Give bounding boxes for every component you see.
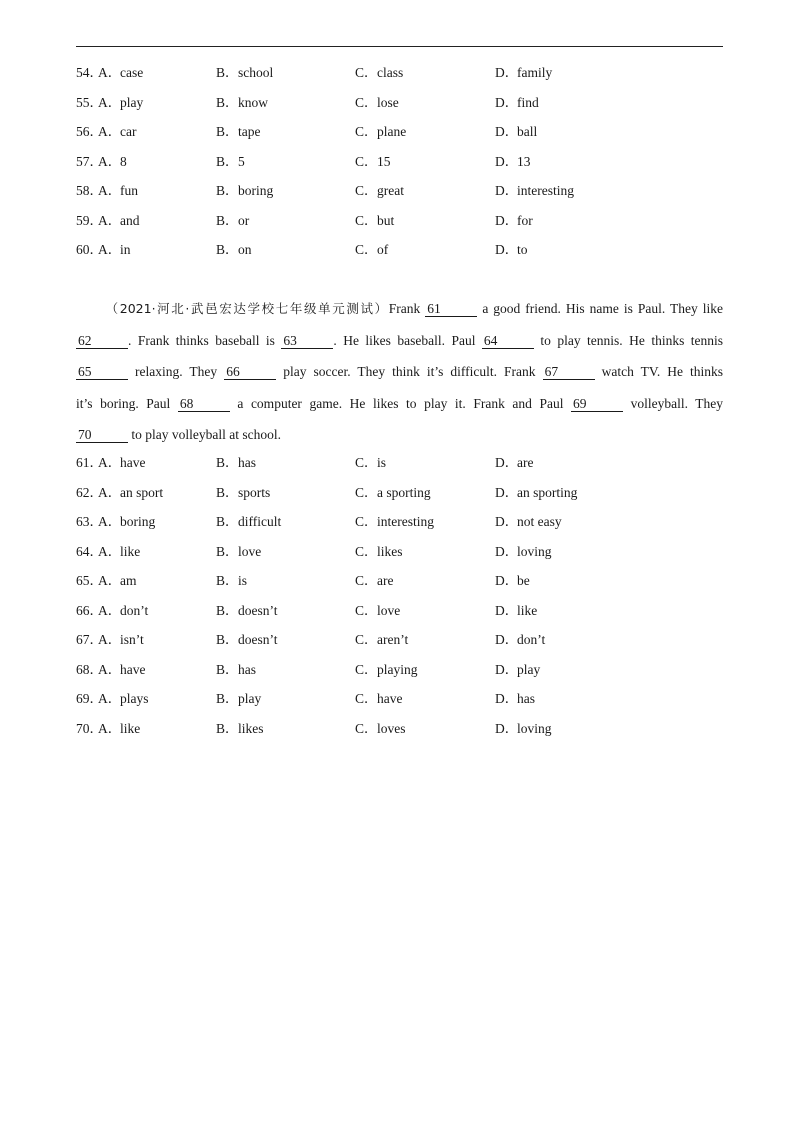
option-d: [495, 537, 552, 567]
option-a: [98, 507, 155, 537]
option-a: [98, 88, 143, 118]
question-number: 65．: [76, 573, 103, 588]
option-letter: D．: [495, 514, 519, 529]
option-text: plays: [120, 691, 149, 706]
option-b: [216, 58, 273, 88]
option-b: [216, 596, 278, 626]
option-a: [98, 176, 138, 206]
option-letter: A．: [98, 124, 122, 139]
option-letter: B．: [216, 65, 239, 80]
question-number: 63．: [76, 514, 103, 529]
option-letter: D．: [495, 455, 519, 470]
option-text: has: [238, 661, 256, 677]
option-text: loves: [377, 720, 406, 736]
option-text: play: [238, 691, 262, 706]
option-text: like: [120, 543, 141, 559]
option-letter: D．: [495, 691, 519, 706]
option-text: 8: [120, 153, 127, 169]
option-letter: D．: [495, 632, 519, 647]
option-d: [495, 596, 537, 626]
option-text: have: [120, 455, 146, 470]
option-d: [495, 507, 562, 537]
option-c: [355, 478, 431, 508]
option-text: is: [238, 573, 248, 588]
option-a: [98, 478, 163, 508]
option-letter: C．: [355, 632, 378, 647]
option-c: [355, 566, 393, 596]
option-letter: C．: [355, 691, 378, 706]
option-text: case: [120, 65, 144, 80]
passage-text: relaxing. They: [135, 364, 218, 379]
option-b: [216, 684, 261, 714]
option-text: is: [377, 455, 387, 470]
passage-text: play soccer. They think it’s difficult. Frank: [283, 364, 536, 379]
option-text: love: [377, 602, 401, 618]
question-row: [76, 714, 723, 744]
option-letter: D．: [495, 65, 519, 80]
option-text: has: [238, 455, 256, 470]
blank-63: 63: [281, 334, 333, 349]
option-b: [216, 206, 249, 236]
option-text: family: [517, 65, 553, 80]
question-row: [76, 625, 723, 655]
option-b: [216, 478, 270, 508]
option-b: [216, 117, 261, 147]
option-text: know: [238, 94, 268, 110]
option-letter: C．: [355, 543, 378, 559]
cloze-passage: [76, 293, 723, 451]
option-letter: A．: [98, 484, 122, 500]
option-text: don’t: [517, 632, 546, 647]
option-text: tape: [238, 124, 261, 139]
option-letter: D．: [495, 543, 519, 559]
option-text: for: [517, 212, 533, 228]
option-text: school: [238, 65, 274, 80]
option-letter: D．: [495, 602, 519, 618]
question-number: 60．: [76, 242, 103, 257]
option-letter: D．: [495, 94, 519, 110]
question-row: [76, 507, 723, 537]
option-c: [355, 714, 406, 744]
option-text: likes: [377, 543, 403, 559]
option-text: aren’t: [377, 632, 409, 647]
blank-62: 62: [76, 334, 128, 349]
option-letter: A．: [98, 94, 122, 110]
option-text: am: [120, 573, 137, 588]
option-b: [216, 448, 256, 478]
option-letter: A．: [98, 65, 122, 80]
blank-70: 70: [76, 428, 128, 443]
option-text: isn’t: [120, 632, 144, 647]
option-letter: C．: [355, 65, 378, 80]
option-text: in: [120, 242, 131, 257]
option-text: playing: [377, 661, 418, 677]
question-number: 64．: [76, 543, 103, 559]
option-text: likes: [238, 720, 264, 736]
question-number: 61．: [76, 455, 103, 470]
question-row: [76, 235, 723, 265]
option-text: of: [377, 242, 389, 257]
option-letter: D．: [495, 153, 519, 169]
option-text: or: [238, 212, 250, 228]
option-c: [355, 684, 402, 714]
option-a: [98, 448, 145, 478]
question-number: 57．: [76, 153, 103, 169]
option-text: boring: [238, 183, 274, 198]
option-letter: B．: [216, 602, 239, 618]
option-text: have: [120, 661, 146, 677]
option-letter: D．: [495, 183, 519, 198]
option-c: [355, 235, 388, 265]
option-text: an sporting: [517, 484, 578, 500]
question-row: [76, 58, 723, 88]
question-row: [76, 117, 723, 147]
option-letter: A．: [98, 691, 122, 706]
question-number: 55．: [76, 94, 103, 110]
option-text: car: [120, 124, 137, 139]
passage-text: watch TV. He thinks: [601, 364, 724, 379]
option-d: [495, 714, 552, 744]
option-text: loving: [517, 543, 552, 559]
passage-line-3: [76, 356, 723, 388]
option-letter: A．: [98, 602, 122, 618]
option-letter: B．: [216, 691, 239, 706]
option-letter: A．: [98, 242, 122, 257]
option-b: [216, 176, 273, 206]
option-letter: B．: [216, 573, 239, 588]
option-text: like: [517, 602, 538, 618]
question-row: [76, 176, 723, 206]
passage-text: a computer game. He likes to play it. Frank and Paul: [237, 395, 564, 411]
option-d: [495, 147, 531, 177]
question-number: 54．: [76, 65, 103, 80]
option-a: [98, 235, 131, 265]
question-number: 68．: [76, 661, 103, 677]
passage-text: . Frank thinks baseball is: [128, 332, 275, 348]
option-letter: D．: [495, 720, 519, 736]
option-c: [355, 448, 386, 478]
option-c: [355, 537, 403, 567]
option-text: but: [377, 212, 395, 228]
option-a: [98, 117, 136, 147]
question-list-61-70: [76, 448, 723, 743]
blank-65: 65: [76, 365, 128, 380]
question-number: 70．: [76, 720, 103, 736]
question-row: [76, 655, 723, 685]
option-letter: D．: [495, 212, 519, 228]
option-c: [355, 655, 418, 685]
option-text: has: [517, 691, 535, 706]
option-letter: A．: [98, 212, 122, 228]
question-row: [76, 206, 723, 236]
option-b: [216, 537, 261, 567]
option-c: [355, 58, 403, 88]
question-number: 69．: [76, 691, 103, 706]
option-text: be: [517, 573, 530, 588]
option-b: [216, 625, 278, 655]
option-letter: B．: [216, 242, 239, 257]
passage-text: volleyball. They: [630, 395, 723, 411]
option-text: boring: [120, 514, 156, 529]
option-letter: A．: [98, 632, 122, 647]
question-row: [76, 88, 723, 118]
option-letter: A．: [98, 183, 122, 198]
option-letter: B．: [216, 543, 239, 559]
passage-text: a good friend. His name is Paul. They like: [482, 301, 724, 316]
option-letter: A．: [98, 661, 122, 677]
question-number: 59．: [76, 212, 103, 228]
option-letter: D．: [495, 124, 519, 139]
option-letter: B．: [216, 484, 239, 500]
option-text: find: [517, 94, 539, 110]
option-letter: D．: [495, 242, 519, 257]
option-text: doesn’t: [238, 632, 278, 647]
option-text: interesting: [517, 183, 574, 198]
option-a: [98, 537, 140, 567]
option-d: [495, 566, 530, 596]
blank-67: 67: [543, 365, 595, 380]
option-letter: C．: [355, 514, 378, 529]
option-letter: B．: [216, 153, 239, 169]
passage-line-4: [76, 388, 723, 420]
option-c: [355, 625, 408, 655]
option-d: [495, 88, 539, 118]
question-list-54-60: [76, 58, 723, 265]
option-text: loving: [517, 720, 552, 736]
option-letter: B．: [216, 124, 239, 139]
option-text: love: [238, 543, 262, 559]
option-letter: C．: [355, 661, 378, 677]
option-text: are: [377, 573, 394, 588]
option-letter: A．: [98, 153, 122, 169]
option-letter: B．: [216, 632, 239, 647]
question-number: 67．: [76, 632, 103, 647]
option-letter: C．: [355, 183, 378, 198]
blank-64: 64: [482, 334, 534, 349]
question-row: [76, 684, 723, 714]
blank-66: 66: [224, 365, 276, 380]
option-b: [216, 566, 247, 596]
option-a: [98, 625, 144, 655]
option-b: [216, 88, 268, 118]
option-letter: C．: [355, 602, 378, 618]
option-text: 15: [377, 153, 391, 169]
question-row: [76, 448, 723, 478]
option-a: [98, 714, 140, 744]
option-text: to: [517, 242, 528, 257]
option-letter: C．: [355, 124, 378, 139]
option-text: an sport: [120, 484, 164, 500]
option-text: 13: [517, 153, 531, 169]
option-c: [355, 206, 394, 236]
option-a: [98, 147, 127, 177]
option-text: 5: [238, 153, 245, 169]
option-d: [495, 478, 577, 508]
option-text: difficult: [238, 514, 282, 529]
option-b: [216, 235, 252, 265]
option-text: not easy: [517, 514, 562, 529]
option-c: [355, 88, 399, 118]
option-text: like: [120, 720, 141, 736]
passage-line-5: [76, 419, 723, 451]
option-text: fun: [120, 183, 138, 198]
passage-text: to play tennis. He thinks tennis: [540, 332, 724, 348]
option-d: [495, 235, 528, 265]
option-d: [495, 448, 533, 478]
option-d: [495, 176, 574, 206]
option-a: [98, 58, 143, 88]
option-text: don’t: [120, 602, 149, 618]
option-text: sports: [238, 484, 271, 500]
option-c: [355, 507, 434, 537]
question-number: 56．: [76, 124, 103, 139]
option-d: [495, 655, 540, 685]
option-letter: C．: [355, 242, 378, 257]
option-letter: C．: [355, 94, 378, 110]
option-letter: D．: [495, 661, 519, 677]
option-letter: C．: [355, 455, 378, 470]
option-a: [98, 206, 140, 236]
option-a: [98, 684, 149, 714]
option-d: [495, 625, 545, 655]
option-letter: B．: [216, 661, 239, 677]
option-text: a sporting: [377, 484, 431, 500]
option-letter: B．: [216, 514, 239, 529]
passage-text: to play volleyball at school.: [131, 427, 281, 442]
option-text: are: [517, 455, 534, 470]
option-d: [495, 117, 537, 147]
option-text: have: [377, 691, 403, 706]
question-row: [76, 478, 723, 508]
option-text: and: [120, 212, 140, 228]
option-b: [216, 655, 256, 685]
option-letter: D．: [495, 484, 519, 500]
option-text: play: [120, 94, 144, 110]
option-letter: A．: [98, 720, 122, 736]
option-text: plane: [377, 124, 407, 139]
option-text: ball: [517, 124, 538, 139]
option-c: [355, 176, 404, 206]
question-number: 58．: [76, 183, 103, 198]
option-letter: C．: [355, 573, 378, 588]
question-row: [76, 147, 723, 177]
option-text: interesting: [377, 514, 434, 529]
option-a: [98, 566, 137, 596]
passage-line-2: [76, 325, 723, 357]
option-letter: B．: [216, 183, 239, 198]
option-text: great: [377, 183, 404, 198]
option-d: [495, 684, 535, 714]
option-letter: A．: [98, 543, 122, 559]
option-c: [355, 117, 406, 147]
option-letter: C．: [355, 212, 378, 228]
passage-text: Frank: [388, 301, 421, 316]
option-a: [98, 596, 148, 626]
option-b: [216, 714, 264, 744]
passage-line-1: [76, 293, 723, 325]
passage-text: it’s boring. Paul: [76, 395, 171, 411]
option-text: play: [517, 661, 541, 677]
option-letter: A．: [98, 514, 122, 529]
option-text: doesn’t: [238, 602, 278, 618]
option-text: lose: [377, 94, 399, 110]
header-rule: [76, 46, 723, 47]
blank-61: 61: [425, 302, 477, 317]
question-row: [76, 566, 723, 596]
option-letter: B．: [216, 720, 239, 736]
option-letter: C．: [355, 153, 378, 169]
option-letter: B．: [216, 94, 239, 110]
option-b: [216, 507, 281, 537]
question-row: [76, 537, 723, 567]
option-letter: D．: [495, 573, 519, 588]
option-letter: C．: [355, 484, 378, 500]
option-text: on: [238, 242, 252, 257]
option-c: [355, 147, 391, 177]
option-d: [495, 206, 533, 236]
blank-69: 69: [571, 397, 623, 412]
question-row: [76, 596, 723, 626]
option-text: class: [377, 65, 404, 80]
option-letter: B．: [216, 212, 239, 228]
question-number: 66．: [76, 602, 103, 618]
option-letter: A．: [98, 573, 122, 588]
option-a: [98, 655, 145, 685]
option-letter: A．: [98, 455, 122, 470]
option-b: [216, 147, 245, 177]
question-number: 62．: [76, 484, 103, 500]
passage-source: （2021·河北·武邑宏达学校七年级单元测试）: [104, 301, 389, 316]
option-d: [495, 58, 552, 88]
blank-68: 68: [178, 397, 230, 412]
option-letter: C．: [355, 720, 378, 736]
option-letter: B．: [216, 455, 239, 470]
option-c: [355, 596, 400, 626]
passage-text: . He likes baseball. Paul: [333, 332, 476, 348]
